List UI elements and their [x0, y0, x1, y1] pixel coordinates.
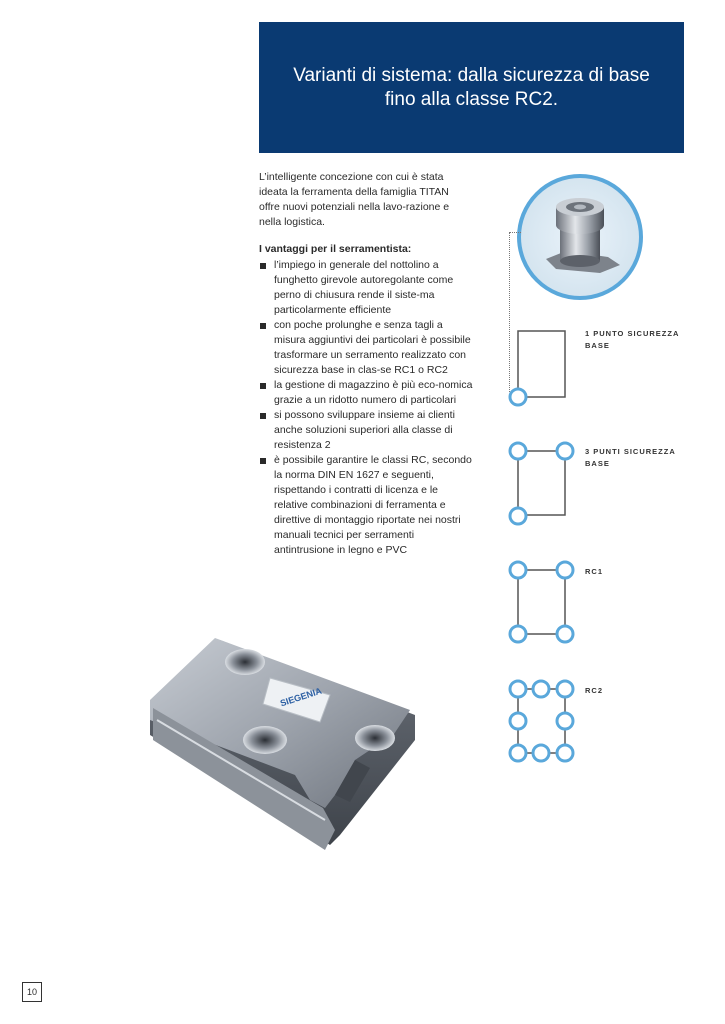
siegenia-logo: SIEGENIA	[278, 685, 323, 709]
connector-line	[509, 232, 521, 233]
page-title: Varianti di sistema: dalla sicurezza di base fino alla classe RC2.	[293, 64, 650, 110]
list-item: con poche prolunghe e senza tagli a misura aggiuntivi dei particolari è possibile trasformare un serramento realizzato con sicurezza base in clas-se RC1 o RC2	[259, 318, 474, 378]
intro-paragraph: L’intelligente concezione con cui è stata ideata la ferramenta della famiglia TITAN offre nuovi potenziali nella lavo-razione e nella logistica.	[259, 171, 450, 228]
list-item: si possono sviluppare insieme ai clienti anche soluzioni superiori alla classe di resistenza 2	[259, 408, 474, 453]
page-number: 10	[22, 982, 42, 1002]
diagram-3-points	[502, 435, 582, 530]
strike-plate-image	[145, 630, 445, 870]
title-banner	[259, 22, 684, 153]
diagram-label: RC1	[585, 567, 604, 576]
diagram-label: RC2	[585, 686, 604, 695]
list-item: la gestione di magazzino è più eco-nomica grazie a un ridotto numero di particolari	[259, 378, 474, 408]
list-item: l’impiego in generale del nottolino a funghetto girevole autoregolante come perno di chiusura rende il siste-ma particolarmente efficiente	[259, 258, 474, 318]
mushroom-cam-image	[516, 173, 644, 301]
diagram-rc2	[502, 673, 582, 773]
diagram-label: 3 PUNTI SICUREZZA BASE	[585, 447, 676, 468]
advantages-list	[259, 258, 474, 558]
lock-point-circle	[510, 389, 526, 405]
list-item: è possibile garantire le classi RC, secondo la norma DIN EN 1627 e seguenti, rispettando i contratti di licenza e le relative combinazioni di ferramenta e direttive di montaggio riportate nei nostri manuali tecnici per serramenti antintrusione in legno e PVC	[259, 453, 474, 558]
diagram-rc1	[502, 554, 582, 649]
diagram-1-point	[505, 325, 575, 415]
diagram-label: 1 PUNTO SICUREZZA BASE	[585, 329, 680, 350]
advantages-heading: I vantaggi per il serramentista:	[259, 243, 412, 255]
